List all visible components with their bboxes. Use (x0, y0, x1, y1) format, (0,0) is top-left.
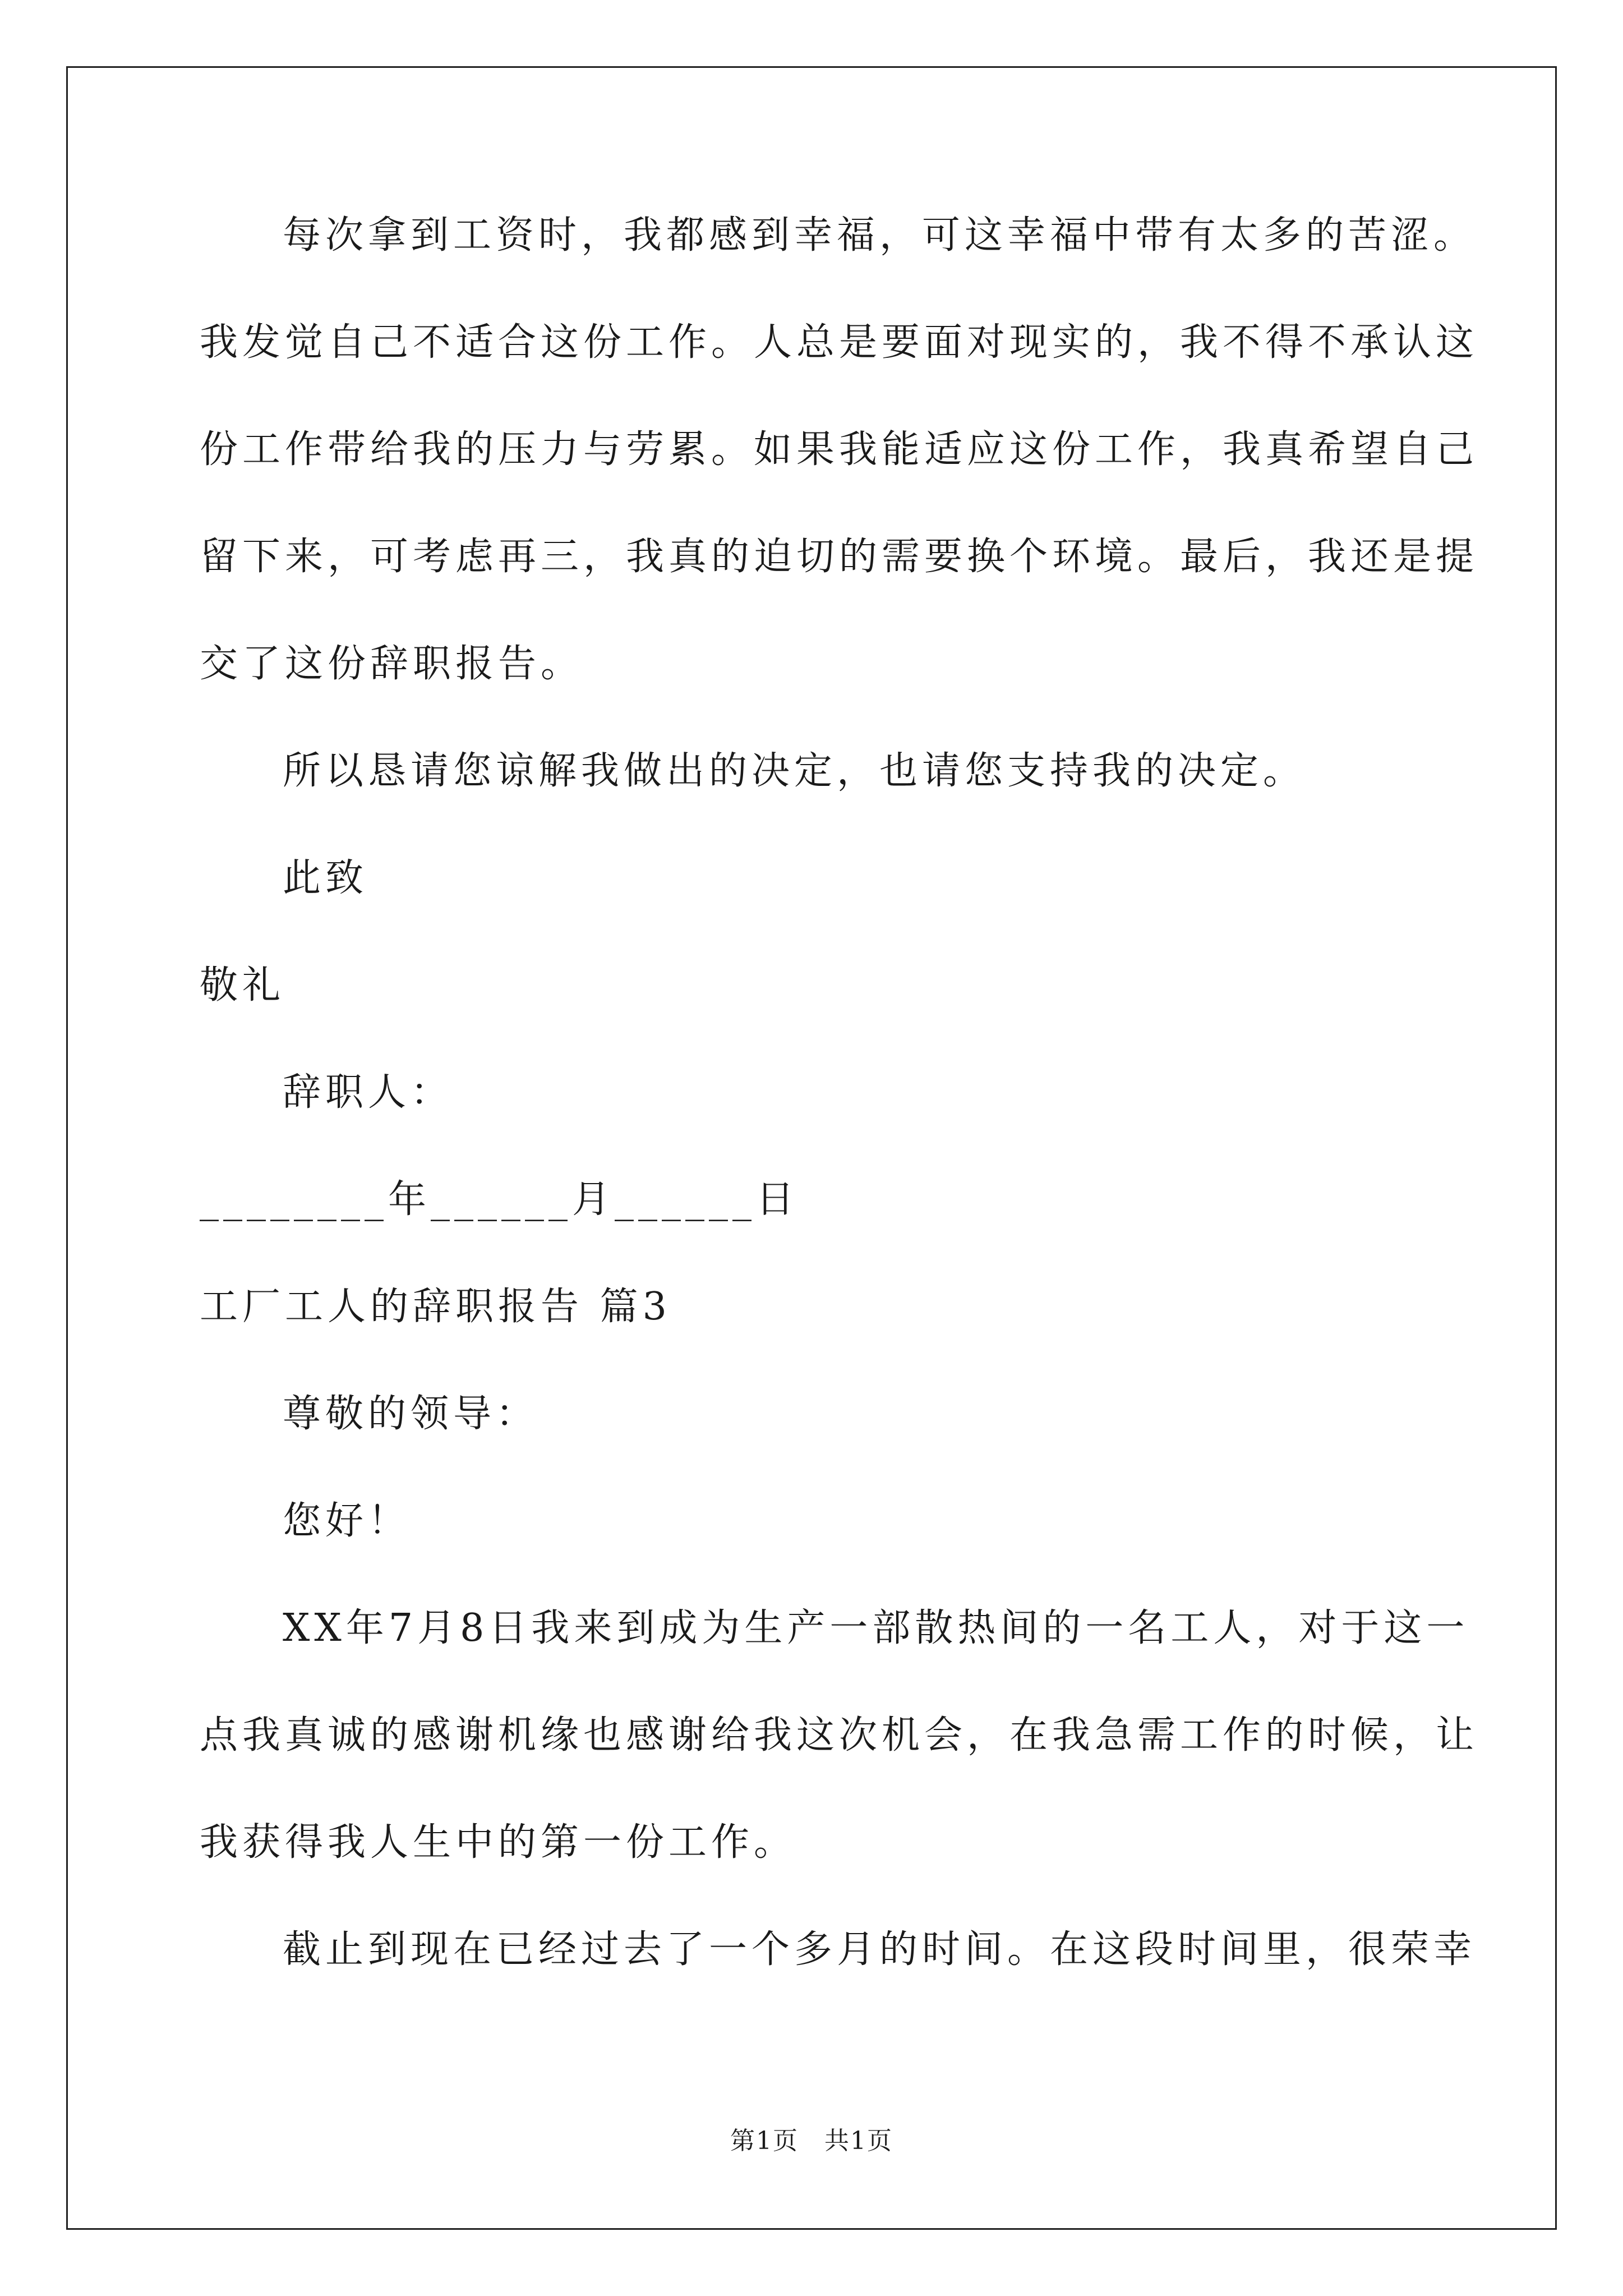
paragraph-line: 交了这份辞职报告。 (200, 642, 584, 686)
date-line: ________年______月______日 (200, 1177, 799, 1222)
greeting-hello: 您好！ (283, 1499, 411, 1543)
paragraph-line: 截止到现在已经过去了一个多月的时间。在这段时间里，很荣幸 (283, 1927, 1477, 1972)
signature-label: 辞职人： (283, 1070, 454, 1115)
paragraph-line: 点我真诚的感谢机缘也感谢给我这次机会，在我急需工作的时候，让 (200, 1713, 1479, 1757)
paragraph-line: 我发觉自己不适合这份工作。人总是要面对现实的，我不得不承认这 (200, 320, 1479, 365)
paragraph-line: 我获得我人生中的第一份工作。 (200, 1820, 797, 1865)
closing-salutation: 此致 (283, 856, 368, 900)
paragraph-line: XX年7月8日我来到成为生产一部散热间的一名工人，对于这一 (283, 1606, 1469, 1650)
greeting: 尊敬的领导： (283, 1392, 539, 1436)
section-title: 工厂工人的辞职报告 篇3 (200, 1285, 671, 1329)
page-border (66, 66, 1557, 2230)
paragraph-line: 留下来，可考虑再三，我真的迫切的需要换个环境。最后，我还是提 (200, 535, 1479, 579)
paragraph-line: 份工作带给我的压力与劳累。如果我能适应这份工作，我真希望自己 (200, 427, 1479, 472)
paragraph-line: 所以恳请您谅解我做出的决定，也请您支持我的决定。 (283, 749, 1306, 793)
paragraph-line: 每次拿到工资时，我都感到幸福，可这幸福中带有太多的苦涩。 (283, 213, 1477, 257)
page-number-footer: 第1页 共1页 (730, 2127, 893, 2155)
closing-regards: 敬礼 (200, 963, 285, 1007)
